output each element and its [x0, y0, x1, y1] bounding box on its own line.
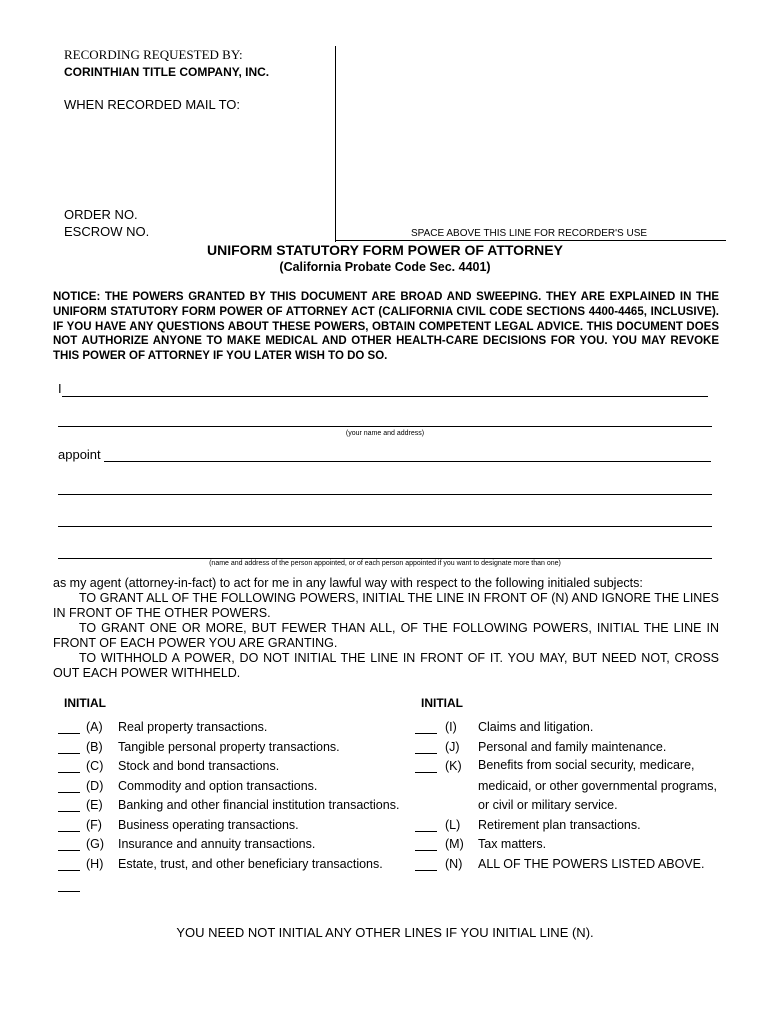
- initial-line-f[interactable]: [58, 831, 80, 832]
- power-letter-i: (I): [445, 720, 457, 734]
- power-letter-f: (F): [86, 818, 102, 832]
- power-letter-k: (K): [445, 759, 462, 773]
- power-text-i: Claims and litigation.: [478, 720, 594, 734]
- grant-some-instruction: TO GRANT ONE OR MORE, BUT FEWER THAN ALL, OF THE FOLLOWING POWERS, INITIAL THE LINE IN FRONT OF EACH POWER YOU ARE GRANTING.: [53, 621, 719, 650]
- agent-field-1[interactable]: [104, 461, 711, 462]
- power-text-c: Stock and bond transactions.: [118, 759, 280, 773]
- form-subtitle: (California Probate Code Sec. 4401): [279, 260, 491, 274]
- initial-line-a[interactable]: [58, 733, 80, 734]
- power-letter-a: (A): [86, 720, 103, 734]
- power-letter-b: (B): [86, 740, 103, 754]
- initial-header-right: INITIAL: [421, 696, 463, 710]
- order-no-label: ORDER NO.: [64, 207, 138, 222]
- initial-header-left: INITIAL: [64, 696, 106, 710]
- recorder-space-line: [336, 240, 726, 241]
- power-letter-l: (L): [445, 818, 461, 832]
- power-text-m: Tax matters.: [478, 837, 547, 851]
- initial-line-b[interactable]: [58, 753, 80, 754]
- power-letter-j: (J): [445, 740, 460, 754]
- power-letter-c: (C): [86, 759, 104, 773]
- power-text-l: Retirement plan transactions.: [478, 818, 641, 832]
- initial-line-l[interactable]: [415, 831, 437, 832]
- title-company-name: CORINTHIAN TITLE COMPANY, INC.: [64, 65, 270, 79]
- agent-field-2[interactable]: [58, 494, 712, 495]
- power-text-a: Real property transactions.: [118, 720, 268, 734]
- escrow-no-label: ESCROW NO.: [64, 224, 150, 239]
- initial-line-h[interactable]: [58, 870, 80, 871]
- principal-name-field-2[interactable]: [58, 426, 712, 427]
- power-text-k: Benefits from social security, medicare,: [478, 758, 695, 772]
- agent-field-4[interactable]: [58, 558, 712, 559]
- when-recorded-label: WHEN RECORDED MAIL TO:: [64, 97, 241, 112]
- power-text-f: Business operating transactions.: [118, 818, 299, 832]
- power-text-h: Estate, trust, and other beneficiary transactions.: [118, 857, 383, 871]
- recording-requested-label: RECORDING REQUESTED BY:: [64, 47, 243, 62]
- power-letter-n: (N): [445, 857, 463, 871]
- recorder-space-label: SPACE ABOVE THIS LINE FOR RECORDER'S USE: [411, 228, 648, 239]
- principal-name-field-1[interactable]: [62, 396, 708, 397]
- appoint-label: appoint: [58, 447, 101, 462]
- initial-line-m[interactable]: [415, 850, 437, 851]
- initial-line-i[interactable]: [415, 733, 437, 734]
- power-text-g: Insurance and annuity transactions.: [118, 837, 316, 851]
- withhold-instruction: TO WITHHOLD A POWER, DO NOT INITIAL THE LINE IN FRONT OF IT. YOU MAY, BUT NEED NOT, CROSS OUT EACH POWER WITHHELD.: [53, 651, 719, 680]
- power-letter-h: (H): [86, 857, 104, 871]
- power-letter-m: (M): [445, 837, 464, 851]
- power-text-e: Banking and other financial institution transactions.: [118, 798, 400, 812]
- power-text-b: Tangible personal property transactions.: [118, 740, 340, 754]
- footer-note: YOU NEED NOT INITIAL ANY OTHER LINES IF YOU INITIAL LINE (N).: [176, 925, 594, 940]
- notice-paragraph: NOTICE: THE POWERS GRANTED BY THIS DOCUMENT ARE BROAD AND SWEEPING. THEY ARE EXPLAINED IN THE UNIFORM STATUTORY FORM POWER OF ATTORNEY ACT (CALIFORNIA CIVIL CODE SECTIONS 4400-4465, INCLUSIVE). IF YOU HAVE ANY QUESTIONS ABOUT THESE POWERS, OBTAIN COMPETENT LEGAL ADVICE. THIS DOCUMENT DOES NOT AUTHORIZE ANYONE TO MAKE MEDICAL AND OTHER HEALTH-CARE DECISIONS FOR YOU. YOU MAY REVOKE THIS POWER OF ATTORNEY IF YOU LATER WISH TO DO SO.: [53, 291, 719, 363]
- grant-all-instruction: TO GRANT ALL OF THE FOLLOWING POWERS, INITIAL THE LINE IN FRONT OF (N) AND IGNORE THE LINES IN FRONT OF THE OTHER POWERS.: [53, 591, 719, 620]
- power-letter-g: (G): [86, 837, 105, 851]
- power-text-d: Commodity and option transactions.: [118, 779, 318, 793]
- initial-line-d[interactable]: [58, 792, 80, 793]
- power-text-n: ALL OF THE POWERS LISTED ABOVE.: [478, 857, 705, 871]
- initial-line-e[interactable]: [58, 811, 80, 812]
- initial-line-k[interactable]: [415, 772, 437, 773]
- principal-name-caption: (your name and address): [345, 430, 425, 437]
- principal-i-label: I: [58, 381, 62, 396]
- initial-line-j[interactable]: [415, 753, 437, 754]
- initial-line-extra[interactable]: [58, 891, 80, 892]
- initial-line-g[interactable]: [58, 850, 80, 851]
- agent-field-3[interactable]: [58, 526, 712, 527]
- initial-line-c[interactable]: [58, 772, 80, 773]
- initial-line-n[interactable]: [415, 870, 437, 871]
- power-letter-e: (E): [86, 798, 103, 812]
- recording-divider-vertical: [335, 46, 336, 242]
- power-text-k-cont-2: or civil or military service.: [478, 798, 618, 812]
- power-text-k-cont-1: medicaid, or other governmental programs,: [478, 779, 718, 793]
- power-text-j: Personal and family maintenance.: [478, 740, 667, 754]
- agent-caption: (name and address of the person appointed, or of each person appointed if you want to designate more than one): [209, 560, 561, 567]
- agent-intro-text: as my agent (attorney-in-fact) to act for me in any lawful way with respect to the following initialed subjects:: [53, 576, 643, 590]
- form-title: UNIFORM STATUTORY FORM POWER OF ATTORNEY: [207, 242, 563, 258]
- power-letter-d: (D): [86, 779, 104, 793]
